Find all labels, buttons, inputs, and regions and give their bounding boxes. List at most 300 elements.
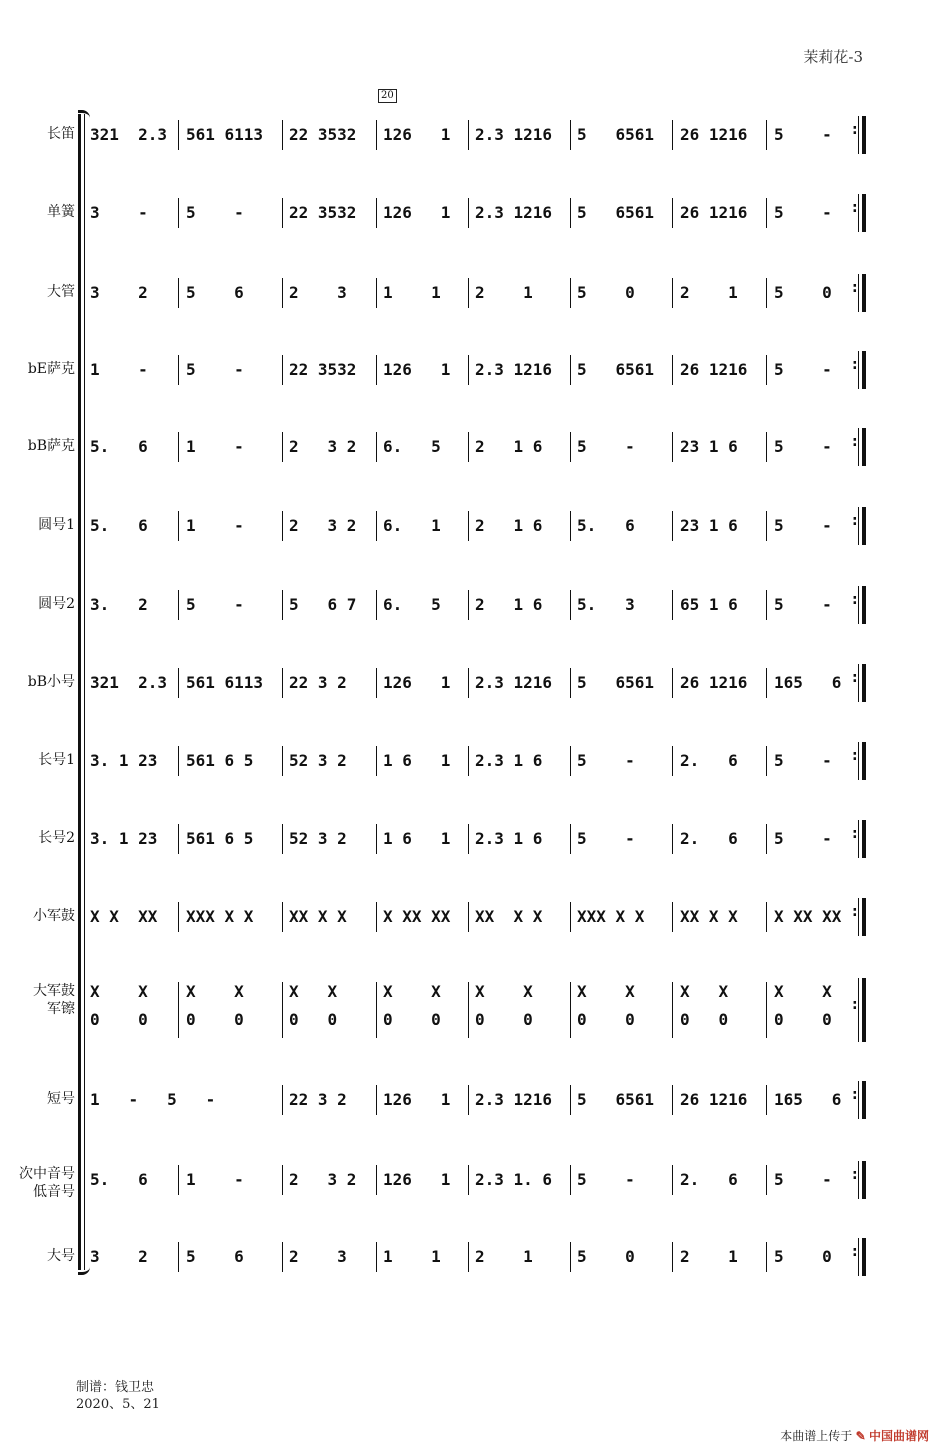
measure-notes-2: 0 0 (577, 1010, 635, 1029)
measure-notes: 22 3 2 (289, 1090, 347, 1109)
measure-notes: 5. 3 (577, 595, 635, 614)
repeat-dots: : (852, 122, 858, 138)
measure-notes: XX X X (475, 907, 543, 926)
site-logo: ✎ (855, 1429, 866, 1443)
measure-notes: 1 1 (383, 283, 441, 302)
barline (282, 511, 283, 541)
barline (468, 1165, 469, 1195)
measure-notes: 165 6 (774, 1090, 842, 1109)
instrument-name: 次中音号 (19, 1166, 75, 1182)
staff-row (0, 746, 943, 776)
instrument-label (28, 437, 75, 455)
page-title: 茉莉花-3 (803, 48, 863, 66)
measure-notes: 6. 1 (383, 516, 441, 535)
barline (468, 511, 469, 541)
measure-notes: 2 3 2 (289, 516, 357, 535)
measure-notes: 5. 6 (90, 1170, 148, 1189)
measure-notes: 126 1 (383, 673, 451, 692)
end-barline-thin (858, 820, 859, 858)
measure-notes: 2.3 1216 (475, 203, 553, 222)
end-barline-thin (858, 507, 859, 545)
barline (570, 1085, 571, 1115)
barline (570, 432, 571, 462)
measure-notes: 321 2.3 (90, 673, 168, 692)
barline (178, 278, 179, 308)
instrument-name: 大管 (47, 284, 75, 300)
measure-notes: 22 3532 (289, 203, 357, 222)
barline (672, 355, 673, 385)
barline (376, 198, 377, 228)
measure-notes: X X (577, 982, 635, 1001)
staff-row (0, 824, 943, 854)
measure-notes: 26 1216 (680, 203, 748, 222)
instrument-label (38, 751, 75, 769)
measure-notes: 2.3 1216 (475, 673, 553, 692)
end-barline-thick (862, 428, 866, 466)
barline (766, 355, 767, 385)
measure-notes-2: 0 0 (90, 1010, 148, 1029)
measure-notes: 26 1216 (680, 673, 748, 692)
barline (468, 355, 469, 385)
barline (468, 198, 469, 228)
barline (376, 902, 377, 932)
measure-notes: XX X X (289, 907, 347, 926)
barline (766, 982, 767, 1038)
end-barline-thick (862, 898, 866, 936)
measure-notes: 5. 6 (90, 516, 148, 535)
barline (178, 432, 179, 462)
end-barline-thick (862, 1238, 866, 1276)
measure-notes: 5 6 (186, 283, 244, 302)
measure-notes: 5 - (774, 829, 832, 848)
barline (570, 902, 571, 932)
end-barline-thick (862, 586, 866, 624)
measure-notes-2: 0 0 (774, 1010, 832, 1029)
barline (672, 120, 673, 150)
barline (766, 278, 767, 308)
barline (468, 590, 469, 620)
measure-notes: 23 1 6 (680, 437, 738, 456)
barline (376, 120, 377, 150)
measure-notes: 52 3 2 (289, 751, 347, 770)
instrument-name: 圆号1 (38, 517, 75, 533)
measure-notes: 2 1 6 (475, 595, 543, 614)
repeat-dots: : (852, 670, 858, 686)
measure-notes: 126 1 (383, 1090, 451, 1109)
measure-notes: 3 2 (90, 283, 148, 302)
end-barline-thin (858, 428, 859, 466)
staff-row (0, 120, 943, 150)
barline (282, 1242, 283, 1272)
measure-notes: 23 1 6 (680, 516, 738, 535)
measure-notes: 22 3532 (289, 360, 357, 379)
instrument-name: 长笛 (47, 126, 75, 142)
barline (376, 1165, 377, 1195)
measure-notes: 5 - (774, 360, 832, 379)
barline (570, 982, 571, 1038)
barline (570, 590, 571, 620)
measure-notes: 3. 1 23 (90, 829, 158, 848)
barline (178, 355, 179, 385)
barline (570, 511, 571, 541)
repeat-dots: : (852, 200, 858, 216)
staff-row (0, 1165, 943, 1200)
measure-notes: 2 1 (680, 283, 738, 302)
measure-notes: 1 1 (383, 1247, 441, 1266)
end-barline-thin (858, 898, 859, 936)
instrument-name: 单簧 (47, 204, 75, 220)
end-barline-thin (858, 1161, 859, 1199)
barline (766, 1085, 767, 1115)
instrument-name-2: 低音号 (33, 1184, 75, 1200)
end-barline-thick (862, 664, 866, 702)
measure-notes: 126 1 (383, 203, 451, 222)
barline (282, 1085, 283, 1115)
measure-notes: X X (680, 982, 729, 1001)
barline (282, 668, 283, 698)
barline (766, 668, 767, 698)
measure-notes: X X (90, 982, 148, 1001)
measure-notes: 561 6113 (186, 673, 264, 692)
barline (468, 902, 469, 932)
measure-notes: 2 3 2 (289, 1170, 357, 1189)
barline (766, 590, 767, 620)
barline (468, 1242, 469, 1272)
barline (376, 511, 377, 541)
instrument-name: 大号 (47, 1248, 75, 1264)
measure-notes: 5 - (577, 437, 635, 456)
measure-notes: 5 0 (774, 283, 832, 302)
measure-notes: 5 - (577, 751, 635, 770)
staff-row (0, 982, 943, 1038)
repeat-dots: : (852, 357, 858, 373)
repeat-dots: : (852, 904, 858, 920)
repeat-dots: : (852, 997, 858, 1013)
end-barline-thin (858, 742, 859, 780)
barline (570, 824, 571, 854)
barline (468, 668, 469, 698)
measure-notes: XX X X (680, 907, 738, 926)
barline (178, 824, 179, 854)
measure-notes: 2 1 6 (475, 437, 543, 456)
measure-notes: 2. 6 (680, 829, 738, 848)
staff-row (0, 278, 943, 308)
measure-notes: 5 6 7 (289, 595, 357, 614)
staff-row (0, 668, 943, 698)
measure-notes: X X XX (90, 907, 158, 926)
barline (282, 746, 283, 776)
measure-notes: 2 3 (289, 283, 347, 302)
barline (468, 746, 469, 776)
end-barline-thick (862, 820, 866, 858)
measure-notes: 1 - 5 - (90, 1090, 216, 1109)
measure-notes: 5 - (774, 751, 832, 770)
measure-notes: 22 3532 (289, 125, 357, 144)
measure-notes: 3 2 (90, 1247, 148, 1266)
barline (570, 1165, 571, 1195)
measure-notes: 26 1216 (680, 360, 748, 379)
barline (672, 278, 673, 308)
measure-notes: XXX X X (577, 907, 645, 926)
end-barline-thin (858, 1081, 859, 1119)
measure-notes-2: 0 0 (186, 1010, 244, 1029)
barline (282, 590, 283, 620)
repeat-dots: : (852, 1244, 858, 1260)
barline (672, 590, 673, 620)
barline (766, 511, 767, 541)
repeat-dots: : (852, 826, 858, 842)
staff-row (0, 1242, 943, 1272)
measure-notes: 5 6 (186, 1247, 244, 1266)
barline (570, 198, 571, 228)
barline (178, 511, 179, 541)
measure-notes: 3. 2 (90, 595, 148, 614)
end-barline-thin (858, 1238, 859, 1276)
measure-notes: 5 - (774, 595, 832, 614)
barline (570, 120, 571, 150)
barline (766, 432, 767, 462)
barline (178, 1242, 179, 1272)
measure-notes: 2 1 (680, 1247, 738, 1266)
end-barline-thick (862, 742, 866, 780)
end-barline-thin (858, 351, 859, 389)
measure-notes: 1 - (186, 437, 244, 456)
instrument-label (47, 1247, 75, 1265)
measure-notes: 5 - (774, 516, 832, 535)
end-barline-thin (858, 978, 859, 1042)
barline (766, 1242, 767, 1272)
barline (376, 432, 377, 462)
barline (672, 432, 673, 462)
repeat-dots: : (852, 592, 858, 608)
barline (672, 982, 673, 1038)
barline (766, 902, 767, 932)
instrument-label (47, 203, 75, 221)
measure-notes: 5 - (774, 1170, 832, 1189)
barline (570, 355, 571, 385)
barline (376, 590, 377, 620)
measure-notes: 5 6561 (577, 125, 655, 144)
measure-notes: 1 6 1 (383, 829, 451, 848)
barline (282, 982, 283, 1038)
barline (672, 902, 673, 932)
barline (178, 590, 179, 620)
repeat-dots: : (852, 513, 858, 529)
barline (766, 824, 767, 854)
instrument-label (38, 516, 75, 534)
measure-notes: 5 0 (577, 1247, 635, 1266)
measure-notes: 1 6 1 (383, 751, 451, 770)
measure-notes: 65 1 6 (680, 595, 738, 614)
barline (672, 668, 673, 698)
measure-notes: 2 3 (289, 1247, 347, 1266)
measure-notes: 2 1 (475, 283, 533, 302)
measure-notes: 2.3 1216 (475, 360, 553, 379)
measure-notes: X X (774, 982, 832, 1001)
barline (178, 120, 179, 150)
measure-notes: 126 1 (383, 125, 451, 144)
barline (282, 120, 283, 150)
measure-notes: 5 - (186, 203, 244, 222)
barline (570, 668, 571, 698)
measure-notes: 5 - (186, 360, 244, 379)
end-barline-thick (862, 978, 866, 1042)
staff-row (0, 1085, 943, 1115)
measure-notes: X X (475, 982, 533, 1001)
end-barline-thick (862, 1081, 866, 1119)
instrument-name: 短号 (47, 1091, 75, 1107)
repeat-dots: : (852, 1087, 858, 1103)
barline (282, 824, 283, 854)
barline (282, 355, 283, 385)
measure-notes: X XX XX (774, 907, 842, 926)
repeat-dots: : (852, 1167, 858, 1183)
end-barline-thick (862, 116, 866, 154)
measure-notes: X X (289, 982, 338, 1001)
barline (672, 746, 673, 776)
date-line: 2020、5、21 (76, 1397, 160, 1412)
site-prefix: 本曲谱上传于 (780, 1429, 853, 1443)
end-barline-thick (862, 1161, 866, 1199)
barline (468, 120, 469, 150)
measure-notes: 2. 6 (680, 751, 738, 770)
barline (468, 432, 469, 462)
measure-notes-2: 0 0 (475, 1010, 533, 1029)
end-barline-thin (858, 116, 859, 154)
barline (570, 1242, 571, 1272)
measure-notes: 52 3 2 (289, 829, 347, 848)
instrument-label (47, 125, 75, 143)
instrument-label (38, 829, 75, 847)
staff-row (0, 432, 943, 462)
measure-notes: 6. 5 (383, 437, 441, 456)
barline (282, 902, 283, 932)
measure-notes: 5 6561 (577, 673, 655, 692)
measure-notes: 5. 6 (577, 516, 635, 535)
barline (376, 668, 377, 698)
barline (468, 278, 469, 308)
bracket-top (78, 110, 90, 119)
measure-notes: 5 - (774, 203, 832, 222)
barline (570, 278, 571, 308)
measure-notes: 1 - (186, 516, 244, 535)
instrument-name: bE萨克 (27, 361, 75, 377)
barline (178, 668, 179, 698)
instrument-name: 长号1 (38, 752, 75, 768)
measure-notes-2: 0 0 (680, 1010, 729, 1029)
instrument-label (47, 1090, 75, 1108)
instrument-label (47, 283, 75, 301)
barline (282, 198, 283, 228)
end-barline-thin (858, 194, 859, 232)
end-barline-thick (862, 274, 866, 312)
staff-row (0, 902, 943, 932)
barline (178, 982, 179, 1038)
repeat-dots: : (852, 280, 858, 296)
measure-notes: 126 1 (383, 360, 451, 379)
barline (178, 746, 179, 776)
measure-notes: 2 1 6 (475, 516, 543, 535)
rehearsal-mark: 20 (378, 89, 397, 103)
measure-notes: 2 3 2 (289, 437, 357, 456)
barline (672, 1165, 673, 1195)
barline (570, 746, 571, 776)
instrument-name: 圆号2 (38, 596, 75, 612)
measure-notes: X X (383, 982, 441, 1001)
footer-credit (76, 1379, 160, 1413)
barline (282, 432, 283, 462)
staff-row (0, 590, 943, 620)
repeat-dots: : (852, 434, 858, 450)
barline (178, 198, 179, 228)
measure-notes: 126 1 (383, 1170, 451, 1189)
barline (766, 746, 767, 776)
barline (766, 1165, 767, 1195)
measure-notes: 561 6 5 (186, 751, 254, 770)
measure-notes: X X (186, 982, 244, 1001)
barline (376, 746, 377, 776)
measure-notes: 5 - (577, 829, 635, 848)
barline (376, 1242, 377, 1272)
measure-notes: 3. 1 23 (90, 751, 158, 770)
barline (376, 824, 377, 854)
instrument-label (19, 1165, 75, 1201)
repeat-dots: : (852, 748, 858, 764)
instrument-label (33, 982, 75, 1018)
barline (766, 120, 767, 150)
measure-notes: 1 - (90, 360, 148, 379)
barline (376, 278, 377, 308)
measure-notes: 5 6561 (577, 203, 655, 222)
measure-notes: 321 2.3 (90, 125, 168, 144)
barline (672, 824, 673, 854)
barline (178, 902, 179, 932)
measure-notes: 2.3 1216 (475, 125, 553, 144)
measure-notes: 5 6561 (577, 1090, 655, 1109)
barline (178, 1165, 179, 1195)
end-barline-thick (862, 194, 866, 232)
measure-notes: 165 6 (774, 673, 842, 692)
barline (672, 1242, 673, 1272)
measure-notes: 6. 5 (383, 595, 441, 614)
end-barline-thin (858, 274, 859, 312)
measure-notes: XXX X X (186, 907, 254, 926)
end-barline-thin (858, 664, 859, 702)
measure-notes-2: 0 0 (383, 1010, 441, 1029)
site-watermark (780, 1427, 929, 1444)
measure-notes: 1 - (186, 1170, 244, 1189)
staff-row (0, 511, 943, 541)
measure-notes: 2.3 1 6 (475, 829, 543, 848)
measure-notes: X XX XX (383, 907, 451, 926)
instrument-label (38, 595, 75, 613)
instrument-label (33, 907, 75, 925)
instrument-name: 大军鼓 (33, 983, 75, 999)
measure-notes: 2.3 1216 (475, 1090, 553, 1109)
measure-notes: 5. 6 (90, 437, 148, 456)
barline (672, 1085, 673, 1115)
measure-notes: 5 - (186, 595, 244, 614)
measure-notes: 5 0 (774, 1247, 832, 1266)
staff-row (0, 355, 943, 385)
barline (282, 1165, 283, 1195)
measure-notes: 3 - (90, 203, 148, 222)
end-barline-thick (862, 351, 866, 389)
barline (766, 198, 767, 228)
measure-notes: 5 6561 (577, 360, 655, 379)
measure-notes: 561 6113 (186, 125, 264, 144)
barline (672, 511, 673, 541)
